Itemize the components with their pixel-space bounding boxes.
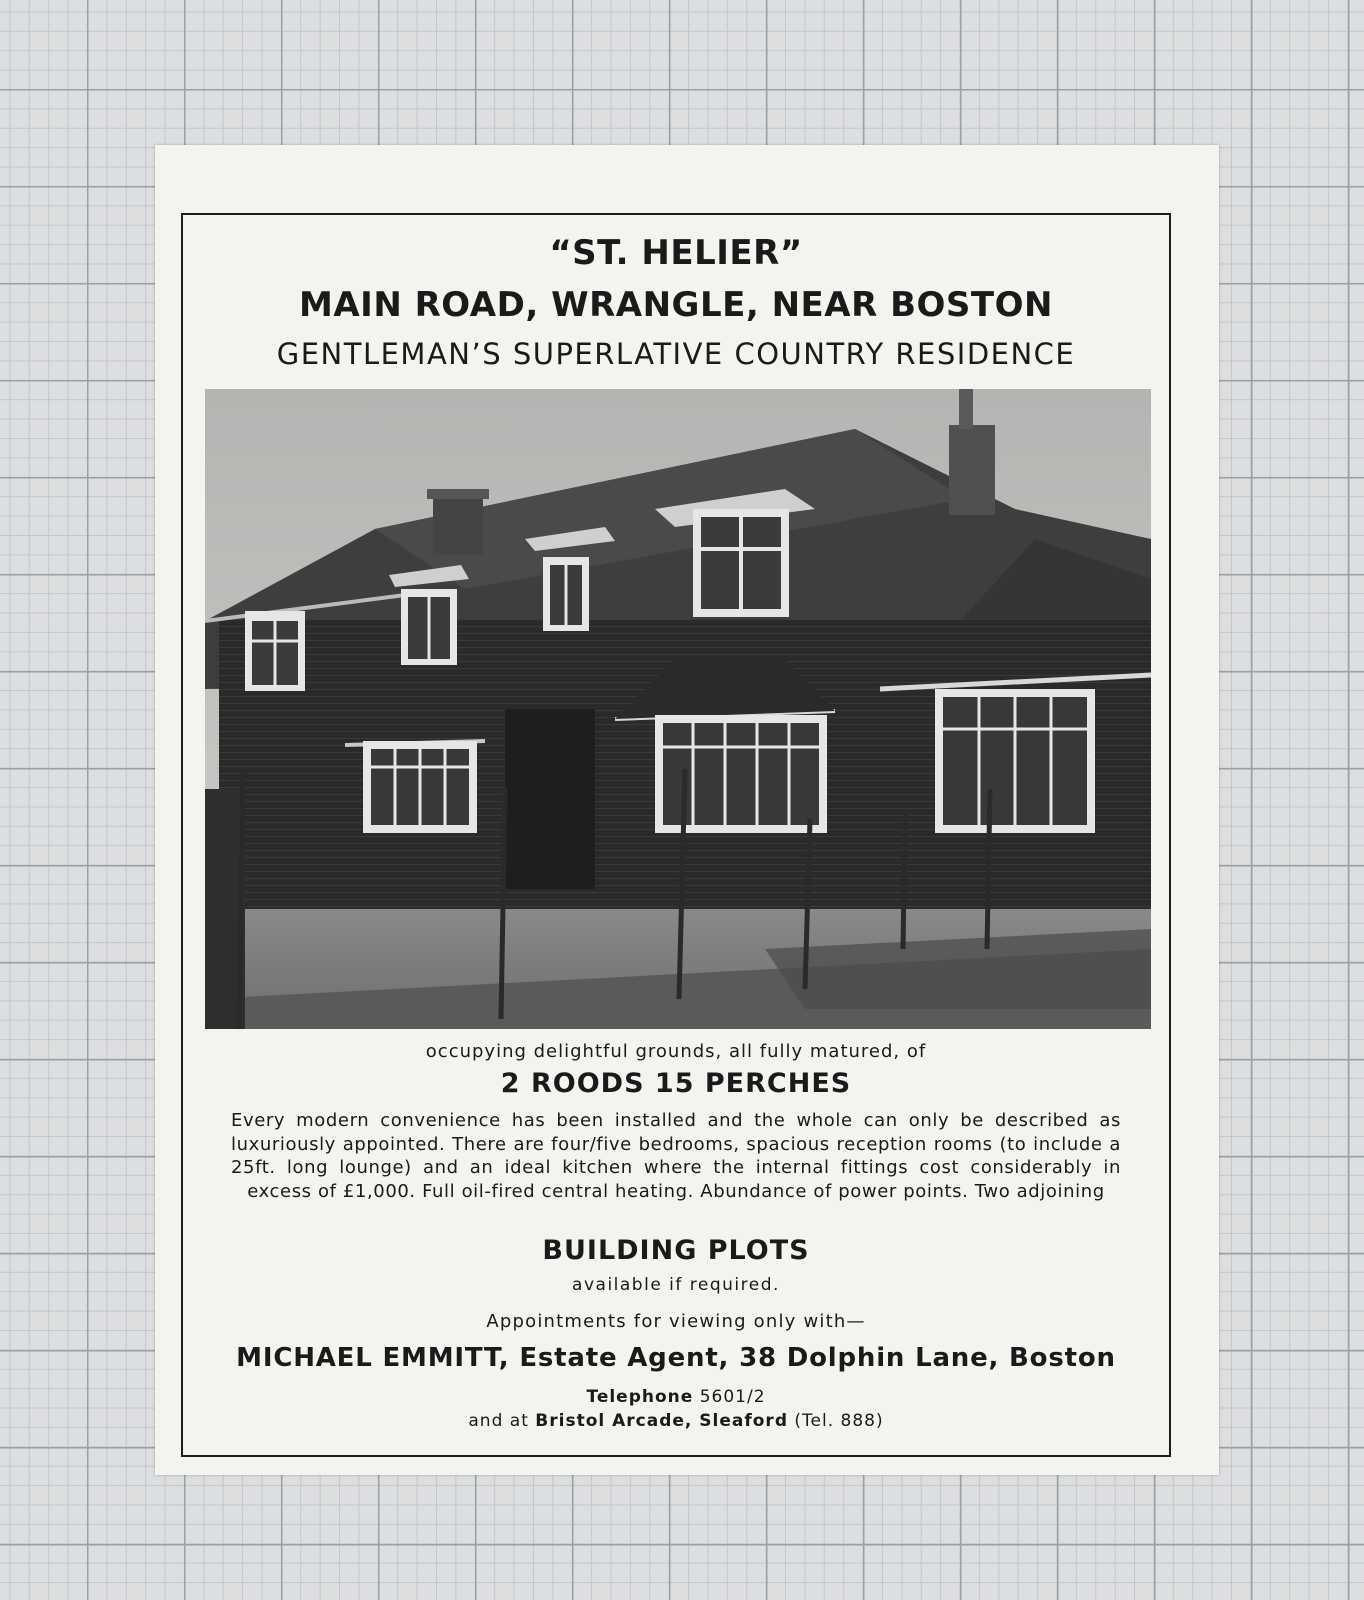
newspaper-clipping [155, 145, 1219, 1475]
description-paragraph: Every modern convenience has been installed and the whole can only be described as luxuriously appointed. There are four/five bedrooms, spacious reception rooms (to include a 25ft. long lounge) and an ideal kitchen where the internal fittings cost considerably in excess of £1,000. Full oil-fired central heating. Abundance of power points. Two adjoining [231, 1110, 1121, 1202]
plot-area: 2 ROODS 15 PERCHES [500, 1068, 852, 1099]
agent-telephone [183, 1387, 1169, 1407]
telephone-number: 5601/2 [699, 1387, 766, 1407]
building-plots-heading: BUILDING PLOTS [542, 1235, 810, 1266]
branch-prefix: and at [468, 1411, 529, 1431]
branch-office [183, 1411, 1169, 1431]
grounds-line: occupying delightful grounds, all fully matured, of [425, 1041, 927, 1062]
agent-name-address: MICHAEL EMMITT, Estate Agent, 38 Dolphin Lane, Boston [236, 1343, 1116, 1373]
branch-telephone: (Tel. 888) [794, 1411, 884, 1431]
plots-availability: available if required. [572, 1275, 780, 1295]
house-photo [205, 389, 1151, 1029]
appointments-line: Appointments for viewing only with— [486, 1311, 866, 1332]
advert-border [181, 213, 1171, 1457]
property-tagline: GENTLEMAN’S SUPERLATIVE COUNTRY RESIDENCE [276, 337, 1076, 371]
property-address: MAIN ROAD, WRANGLE, NEAR BOSTON [299, 285, 1053, 325]
telephone-label: Telephone [586, 1387, 694, 1407]
branch-name: Bristol Arcade, Sleaford [535, 1411, 788, 1431]
property-name: “ST. HELIER” [549, 233, 803, 273]
